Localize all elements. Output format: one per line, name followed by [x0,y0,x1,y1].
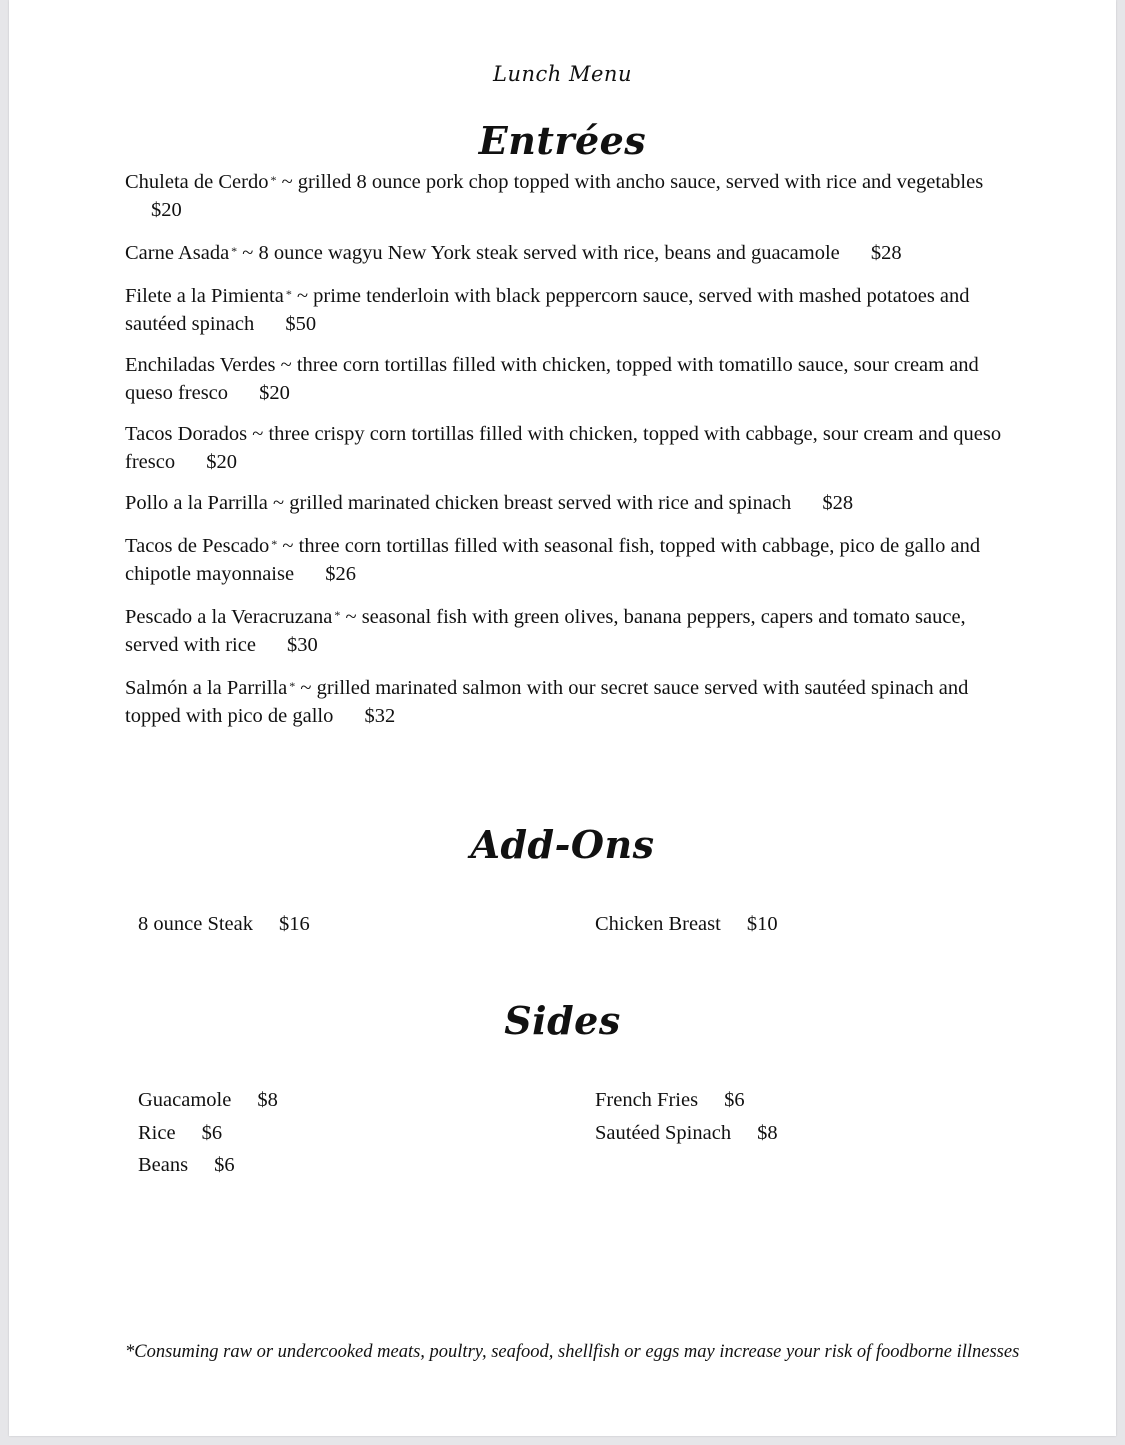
addon-item [138,908,310,941]
addons-left-column [138,908,310,941]
entree-item [125,530,1015,588]
entree-price: $28 [822,492,854,514]
raw-asterisk: * [334,608,341,622]
entree-description: ~ grilled 8 ounce pork chop topped with ancho sauce, served with rice and vegetables [276,171,984,193]
entree-name: Pescado a la Veracruzana [125,606,333,628]
addon-name: Chicken Breast [595,913,721,935]
sides-right-column [595,1084,778,1149]
raw-asterisk: * [289,679,296,693]
entree-name: Tacos de Pescado [125,535,270,557]
addons-right-column [595,908,778,941]
entree-item [125,601,1015,659]
sides-left-column [138,1084,278,1182]
menu-title: Lunch Menu [493,62,632,86]
entree-price: $26 [325,563,356,585]
entree-price: $50 [285,313,317,335]
side-item [138,1084,278,1117]
entree-item [125,672,1015,730]
side-name: Rice [138,1121,176,1144]
addon-price: $16 [279,913,310,935]
side-name: Sautéed Spinach [595,1121,732,1144]
entree-description: ~ grilled marinated chicken breast served with rice and spinach [267,492,792,514]
side-item [138,1149,278,1182]
side-item [595,1084,778,1117]
menu-page [9,0,1116,1436]
food-safety-disclaimer: *Consuming raw or undercooked meats, poultry, seafood, shellfish or eggs may increase your risk of foodborne illnesses [125,1342,1020,1362]
entree-description: ~ three corn tortillas filled with chicken, topped with tomatillo sauce, sour cream and queso fresco [125,354,979,404]
entree-name: Carne Asada [125,242,230,264]
side-price: $8 [257,1089,278,1111]
addons-heading: Add-Ons [470,822,655,867]
entree-description: ~ grilled marinated salmon with our secret sauce served with sautéed spinach and topped with pico de gallo [125,677,969,727]
addon-name: 8 ounce Steak [138,913,253,935]
side-price: $8 [757,1121,778,1144]
entree-price: $20 [206,451,237,473]
entree-name: Tacos Dorados [125,423,248,445]
entree-item [125,280,1015,338]
entree-name: Filete a la Pimienta [125,285,284,307]
entrees-heading: Entrées [478,118,647,163]
entree-description: ~ seasonal fish with green olives, banana peppers, capers and tomato sauce, served with rice [125,606,966,656]
side-price: $6 [724,1089,745,1111]
raw-asterisk: * [270,173,277,187]
side-name: French Fries [595,1089,699,1111]
entrees-list [125,166,1015,743]
entree-item [125,351,1015,407]
side-price: $6 [214,1154,235,1176]
entree-name: Enchiladas Verdes [125,354,276,376]
entree-name: Chuleta de Cerdo [125,171,269,193]
entree-description: ~ prime tenderloin with black peppercorn sauce, served with mashed potatoes and sautéed spinach [125,285,970,335]
sides-heading: Sides [504,998,621,1043]
entree-description: ~ 8 ounce wagyu New York steak served with rice, beans and guacamole [237,242,840,264]
addon-price: $10 [746,913,778,935]
entree-price: $20 [151,199,182,221]
entree-item [125,166,1015,224]
side-price: $6 [201,1121,223,1144]
entree-item [125,237,1015,267]
side-name: Guacamole [138,1089,232,1111]
entree-name: Salmón a la Parrilla [125,677,288,699]
raw-asterisk: * [231,244,238,258]
raw-asterisk: * [271,537,278,551]
entree-item [125,489,1015,517]
side-item [595,1117,778,1150]
entree-price: $28 [870,242,902,264]
side-item [138,1117,278,1150]
entree-description: ~ three corn tortillas filled with seasonal fish, topped with cabbage, pico de gallo and chipotle mayonnaise [125,535,981,585]
entree-description: ~ three crispy corn tortillas filled with chicken, topped with cabbage, sour cream and queso fresco [125,423,1002,473]
raw-asterisk: * [285,287,292,301]
entree-price: $32 [364,705,396,727]
entree-price: $20 [259,382,290,404]
addon-item [595,908,778,941]
entree-price: $30 [287,634,318,656]
entree-item [125,420,1015,476]
side-name: Beans [138,1154,189,1176]
entree-name: Pollo a la Parrilla [125,492,268,514]
